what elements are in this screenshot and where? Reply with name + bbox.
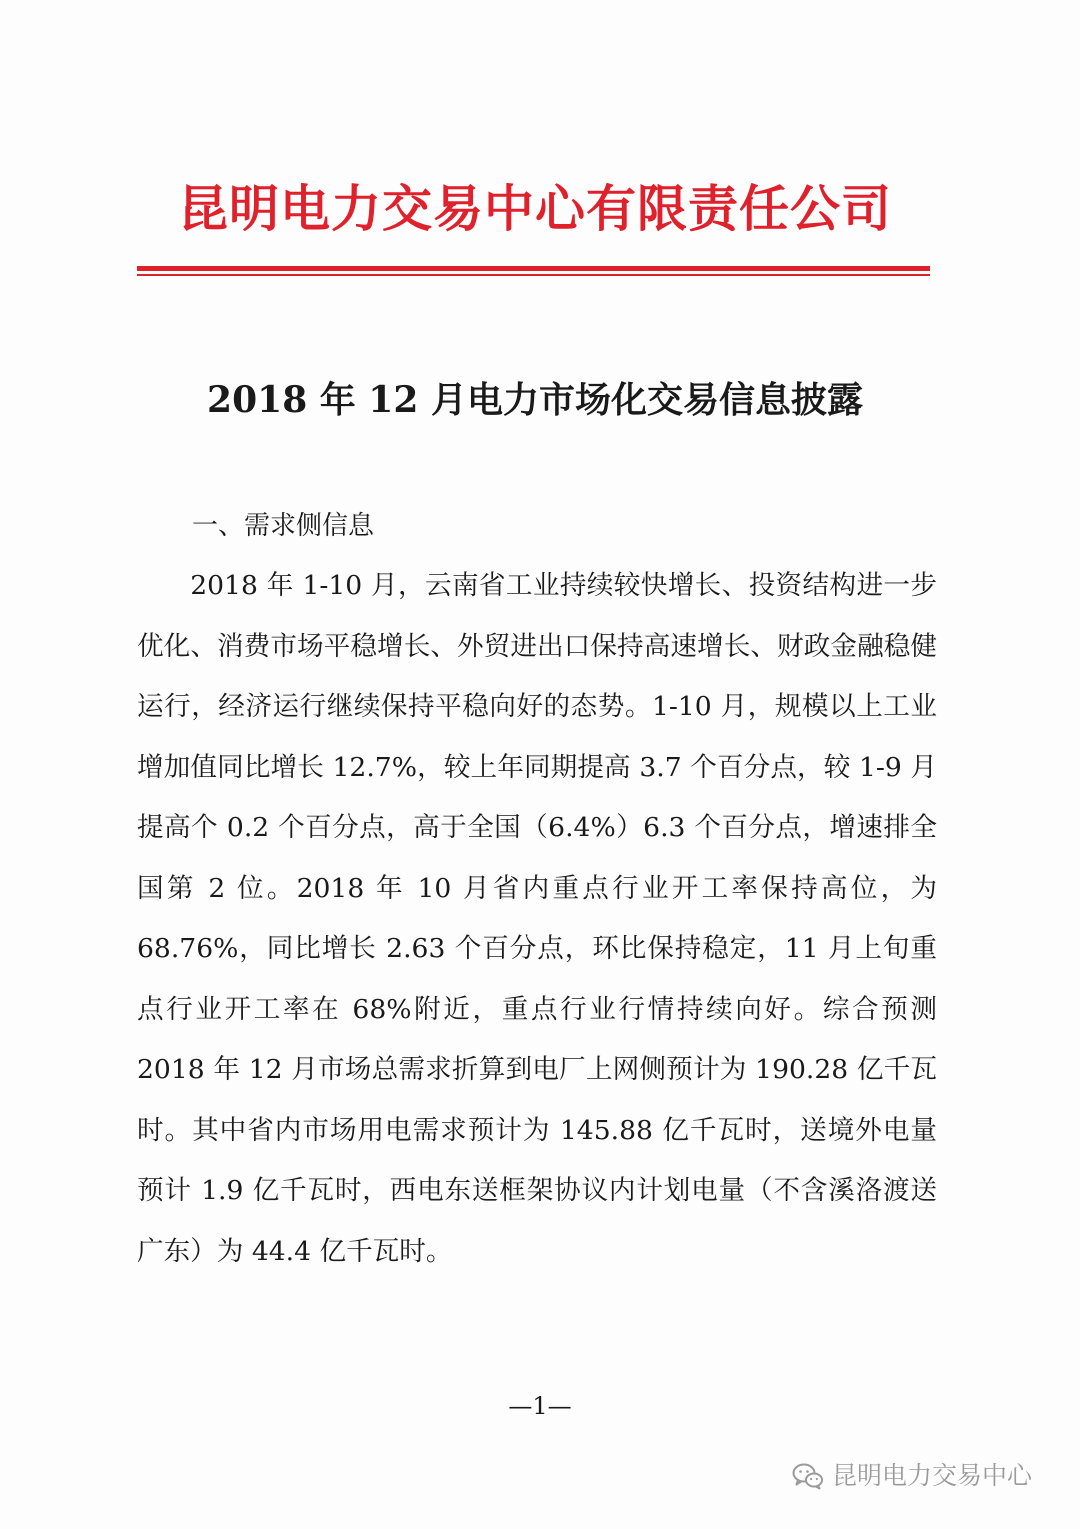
wechat-icon (792, 1462, 824, 1490)
section-heading: 一、需求侧信息 (192, 511, 375, 541)
wechat-watermark (792, 1458, 1032, 1494)
letterhead-thick-rule (137, 266, 930, 271)
document-title: 2018 年 12 月电力市场化交易信息披露 (207, 379, 863, 421)
page-number: —1— (508, 1392, 572, 1420)
letterhead-thin-rule (137, 274, 930, 276)
organization-letterhead: 昆明电力交易中心有限责任公司 (178, 180, 892, 238)
watermark-text: 昆明电力交易中心 (832, 1461, 1033, 1490)
body-paragraph: 2018 年 1-10 月，云南省工业持续较快增长、投资结构进一步优化、消费市场平稳增长、外贸进出口保持高速增长、财政金融稳健运行，经济运行继续保持平稳向好的态势。1-10 月，规模以上工业增加值同比增长 12.7%，较上年同期提高 3.7 个百分点，较 1-9 月提高个 0.2 个百分点，高于全国（6.4%）6.3 个百分点，增速排全国第 2 位。2018 年 10 月省内重点行业开工率保持高位，为 68.76%，同比增长 2.63 个百分点，环比保持稳定，11 月上旬重点行业开工率在 68%附近，重点行业行情持续向好。综合预测 2018 年 12 月市场总需求折算到电厂上网侧预计为 190.28 亿千瓦时。其中省内市场用电需求预计为 145.88 亿千瓦时，送境外电量预计 1.9 亿千瓦时，西电东送框架协议内计划电量（不含溪洛渡送广东）为 44.4 亿千瓦时。 (137, 570, 937, 1267)
